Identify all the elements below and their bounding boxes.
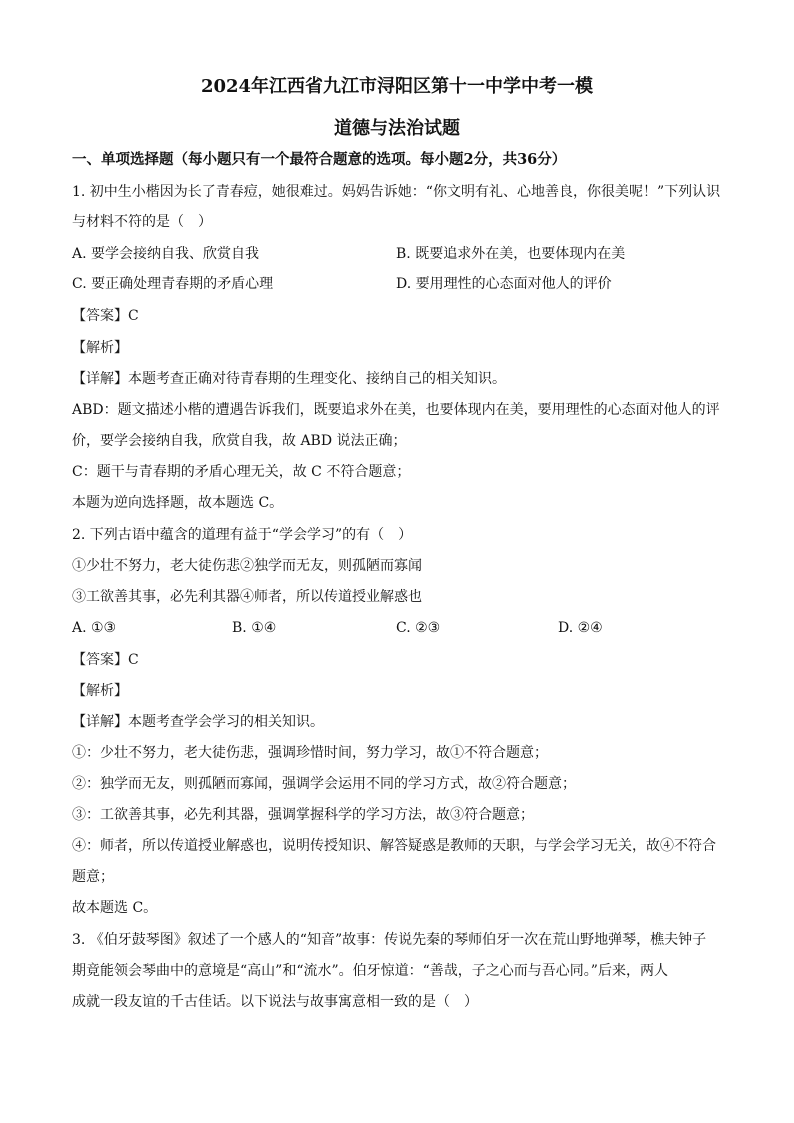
q3-stem-line: 期竟能领会琴曲中的意境是“高山”和“流水”。伯牙惊道：“善哉，子之心而与吾心同。”后来，两人	[72, 963, 668, 979]
q2-stem-line2: ①少壮不努力，老大徒伤悲②独学而无友，则孤陋而寡闻	[72, 558, 422, 574]
q2-answer: 【答案】C	[72, 652, 139, 668]
q2-detail-line: ④：师者，所以传道授业解惑也，说明传授知识、解答疑惑是教师的天职，与学会学习无关，故④不符合	[72, 838, 716, 854]
q2-detail-line: 故本题选 C。	[72, 900, 158, 916]
q2-stem-line1: 2. 下列古语中蕴含的道理有益于“学会学习”的有（ ）	[72, 527, 413, 543]
q2-option-c: C. ②③	[396, 620, 441, 636]
q2-detail-line: 【详解】本题考查学会学习的相关知识。	[72, 714, 324, 730]
q2-detail-line: ①：少壮不努力，老大徒伤悲，强调珍惜时间，努力学习，故①不符合题意；	[72, 745, 548, 761]
q1-option-d: D. 要用理性的心态面对他人的评价	[396, 276, 612, 292]
q2-detail-line: ③：工欲善其事，必先利其器，强调掌握科学的学习方法，故③符合题意；	[72, 807, 534, 823]
q1-stem-line1: 1. 初中生小楷因为长了青春痘，她很难过。妈妈告诉她：“你文明有礼、心地善良，你很美呢！”下列认识	[72, 184, 721, 200]
q3-stem-line: 成就一段友谊的千古佳话。以下说法与故事寓意相一致的是（ ）	[72, 994, 478, 1010]
q1-detail-line: 本题为逆向选择题，故本题选 C。	[72, 495, 284, 511]
q1-detail-line: 价，要学会接纳自我，欣赏自我，故 ABD 说法正确；	[72, 433, 407, 449]
q1-detail-line: 【详解】本题考查正确对待青春期的生理变化、接纳自己的相关知识。	[72, 371, 506, 387]
q1-analysis-label: 【解析】	[72, 340, 128, 356]
q1-detail-line: ABD：题文描述小楷的遭遇告诉我们，既要追求外在美，也要体现内在美，要用理性的心态面对他人的评	[72, 402, 720, 418]
q2-option-b: B. ①④	[232, 620, 277, 636]
q2-stem-line3: ③工欲善其事，必先利其器④师者，所以传道授业解惑也	[72, 589, 422, 605]
exam-title: 2024年江西省九江市浔阳区第十一中学中考一模	[200, 76, 594, 97]
q3-stem-line: 3. 《伯牙鼓琴图》叙述了一个感人的“知音”故事：传说先秦的琴师伯牙一次在荒山野地弹琴，樵夫钟子	[72, 932, 707, 948]
q2-option-d: D. ②④	[558, 620, 603, 636]
q1-answer: 【答案】C	[72, 308, 139, 324]
q1-option-c: C. 要正确处理青春期的矛盾心理	[72, 276, 274, 292]
q1-option-a: A. 要学会接纳自我、欣赏自我	[72, 246, 260, 262]
q1-option-b: B. 既要追求外在美，也要体现内在美	[396, 246, 626, 262]
section-heading: 一、单项选择题（每小题只有一个最符合题意的选项。每小题2分，共36分）	[72, 151, 567, 168]
q1-stem-line2: 与材料不符的是（ ）	[72, 214, 212, 230]
q2-detail-line: 题意；	[72, 869, 114, 885]
q2-analysis-label: 【解析】	[72, 683, 128, 699]
q2-option-a: A. ①③	[72, 620, 117, 636]
exam-subtitle: 道德与法治试题	[334, 118, 460, 139]
q1-detail-line: C：题干与青春期的矛盾心理无关，故 C 不符合题意；	[72, 464, 411, 480]
q2-detail-line: ②：独学而无友，则孤陋而寡闻，强调学会运用不同的学习方式，故②符合题意；	[72, 776, 576, 792]
